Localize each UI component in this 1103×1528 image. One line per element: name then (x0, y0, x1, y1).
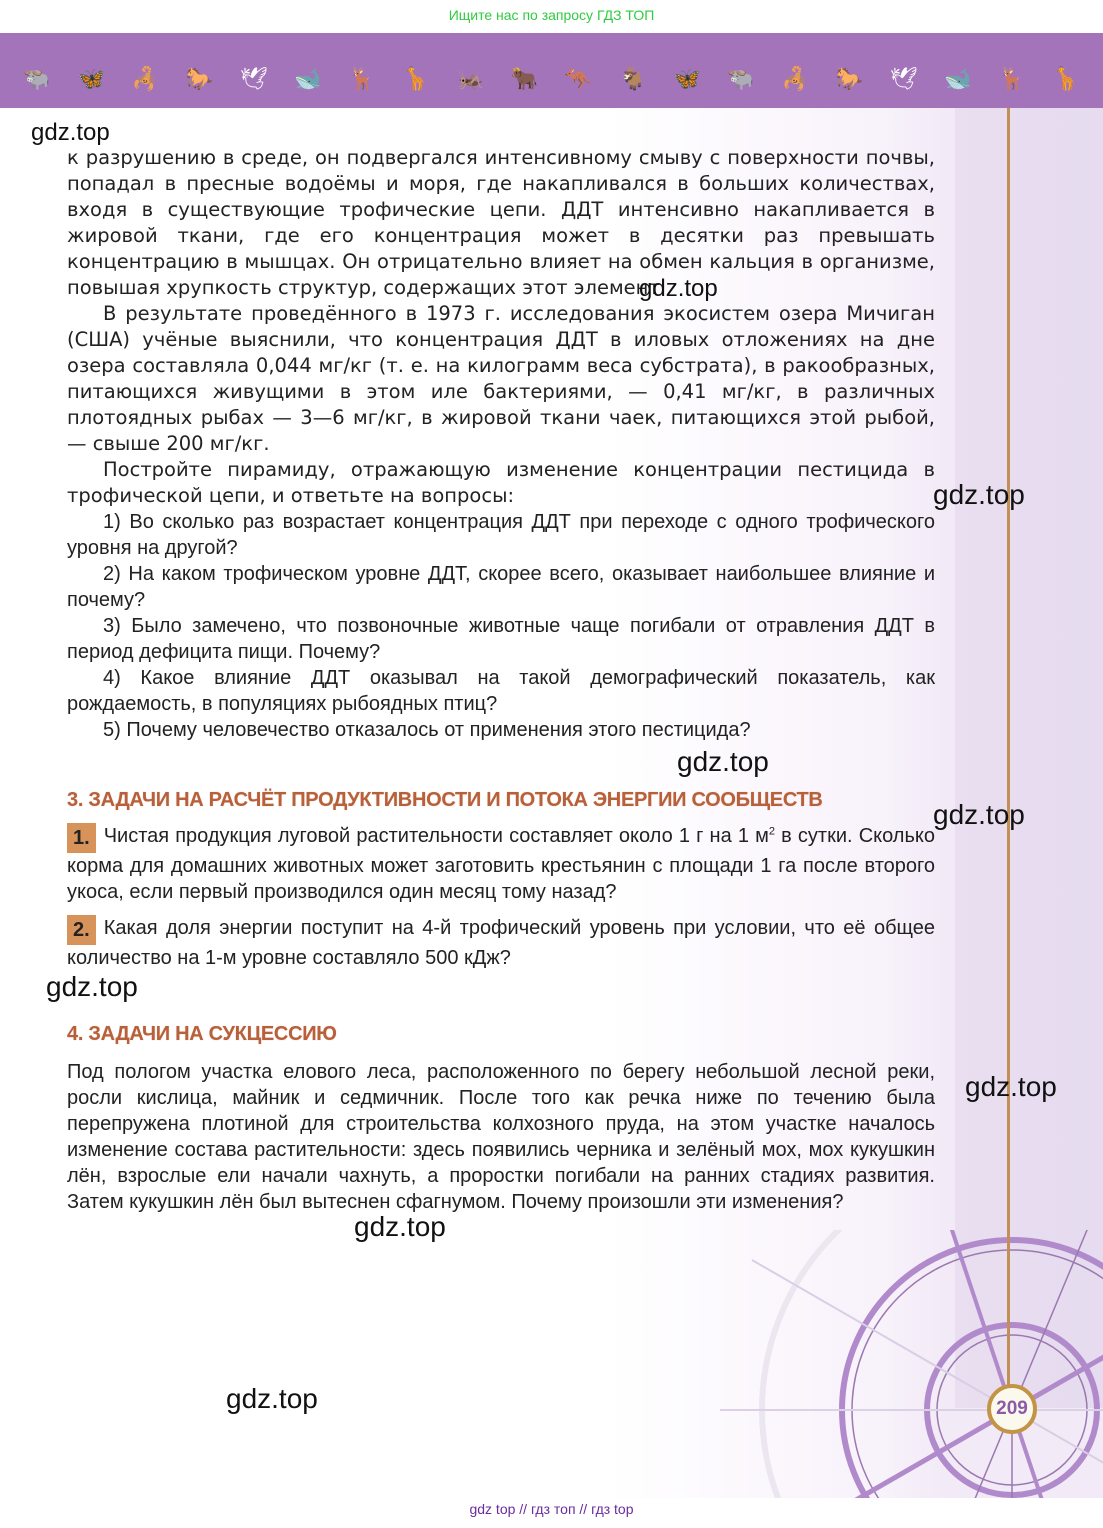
task-2 (67, 915, 935, 971)
section-4-title: 4. ЗАДАЧИ НА СУКЦЕССИЮ (67, 1023, 337, 1045)
page-content (67, 145, 935, 1215)
watermark: gdz.top (965, 1071, 1057, 1102)
butterfly-icon: 🦋 (673, 67, 701, 92)
gold-vertical-line (1007, 108, 1010, 1388)
task-text-cont: в сутки. Сколько корма для домашних животных может заготовить крестьянин с площади 1 га после второго укоса, если первый производился один месяц тому назад? (67, 825, 935, 903)
watermark: gdz.top (677, 746, 769, 777)
moose-icon: 🦌 (998, 67, 1026, 92)
watermark: gdz.top (639, 275, 718, 302)
horse-icon: 🐎 (185, 67, 214, 92)
horse-icon: 🐎 (835, 67, 864, 92)
section-3-title: 3. ЗАДАЧИ НА РАСЧЁТ ПРОДУКТИВНОСТИ И ПОТОКА ЭНЕРГИИ СООБЩЕСТВ (67, 789, 823, 811)
task-number-badge: 1. (67, 823, 96, 853)
watermark: gdz.top (933, 799, 1025, 830)
moose-icon: 🦌 (348, 67, 376, 92)
bird-icon: 🕊 (889, 67, 918, 92)
question-item: 5) Почему человечество отказалось от применения этого пестицида? (103, 719, 751, 741)
watermark: gdz.top (226, 1383, 318, 1414)
watermark: gdz.top (354, 1211, 446, 1242)
kangaroo-icon: 🦘 (564, 67, 593, 92)
bison-icon: 🐃 (23, 67, 51, 92)
insect-icon: 🦗 (456, 67, 484, 92)
bison-icon: 🐃 (727, 67, 755, 92)
bird-icon: 🕊 (239, 67, 268, 92)
meerkat-icon: 🦒 (402, 67, 430, 92)
antelope-icon: 🐐 (619, 67, 647, 92)
superscript: 2 (768, 825, 776, 838)
question-item: 4) Какое влияние ДДТ оказывал на такой демографический показатель, как рождаемость, в популяциях рыбоядных птиц? (67, 667, 935, 715)
paragraph-ddt-intro: к разрушению в среде, он подвергался интенсивному смыву с поверхности почвы, попадал в пресные водоёмы и моря, где накапливался в больших количествах, входя в существующие трофические цепи. ДДТ интенсивно накапливается в жировой ткани, где его концентрация может в десятки раз превышать концентрацию в мышцах. Он отрицательно влияет на обмен кальция в организме, повышая хрупкость структур, содержащих этот элемент. (67, 146, 935, 299)
footer-links[interactable]: gdz top // гдз топ // гдз top (469, 1501, 634, 1517)
task-text: Какая доля энергии поступит на 4-й трофический уровень при условии, что её общее количество на 1-м уровне составляло 500 кДж? (67, 917, 935, 969)
scorpion-icon: 🦂 (781, 67, 809, 92)
paragraph-michigan-study: В результате проведённого в 1973 г. исследования экосистем озера Мичиган (США) учёные выяснили, что концентрация ДДТ в иловых отложениях на дне озера составляла 0,044 мг/кг (т. е. на килограмм веса субстрата), в ракообразных, питающихся живущими в этом иле бактериями, — 0,41 мг/кг, в различных плотоядных рыбах — 3—6 мг/кг, в жировой ткани чаек, питающихся этой рыбой, — свыше 200 мг/кг. (67, 302, 935, 455)
meerkat-icon: 🦒 (1052, 67, 1080, 92)
scorpion-icon: 🦂 (131, 67, 160, 92)
whale-icon: 🐋 (943, 67, 972, 92)
page-number: 209 (987, 1384, 1037, 1434)
watermark: gdz.top (31, 119, 110, 146)
decorative-wheel (720, 1230, 1103, 1498)
paragraph-succession: Под пологом участка елового леса, расположенного по берегу небольшой лесной реки, росли кислица, майник и седмичник. После того как речка ниже по течению была перепружена плотиной для строительства колхозного пруда, на этом участке началось изменение состава растительности: здесь появились черника и зелёный мох, мох кукушкин лён, взрослые ели начали чахнуть, а проростки погибали на ранних стадиях развития. Затем кукушкин лён был вытеснен сфагнумом. Почему произошли эти изменения? (67, 1061, 935, 1213)
task-number-badge: 2. (67, 915, 96, 945)
whale-icon: 🐋 (294, 67, 322, 92)
question-item: 1) Во сколько раз возрастает концентрация ДДТ при переходе с одного трофического уровня на другой? (67, 511, 935, 559)
task-text: Чистая продукция луговой растительности составляет около 1 г на 1 м (103, 825, 769, 847)
paragraph-pyramid-task: Постройте пирамиду, отражающую изменение концентрации пестицида в трофической цепи, и ответьте на вопросы: (67, 458, 935, 507)
question-list (67, 509, 935, 743)
watermark: gdz.top (933, 479, 1025, 510)
top-banner[interactable]: Ищите нас по запросу ГДЗ ТОП (448, 7, 655, 23)
butterfly-icon: 🦋 (77, 67, 105, 92)
question-item: 2) На каком трофическом уровне ДДТ, скорее всего, оказывает наибольшее влияние и почему? (67, 563, 935, 611)
side-band (955, 108, 1103, 1408)
animal-header-strip (0, 33, 1103, 108)
question-item: 3) Было замечено, что позвоночные животные чаще погибали от отравления ДДТ в период дефицита пищи. Почему? (67, 615, 935, 663)
animal-icons-row (20, 67, 1083, 93)
watermark: gdz.top (46, 971, 138, 1002)
bull-icon: 🐂 (510, 67, 539, 92)
task-1 (67, 823, 935, 905)
